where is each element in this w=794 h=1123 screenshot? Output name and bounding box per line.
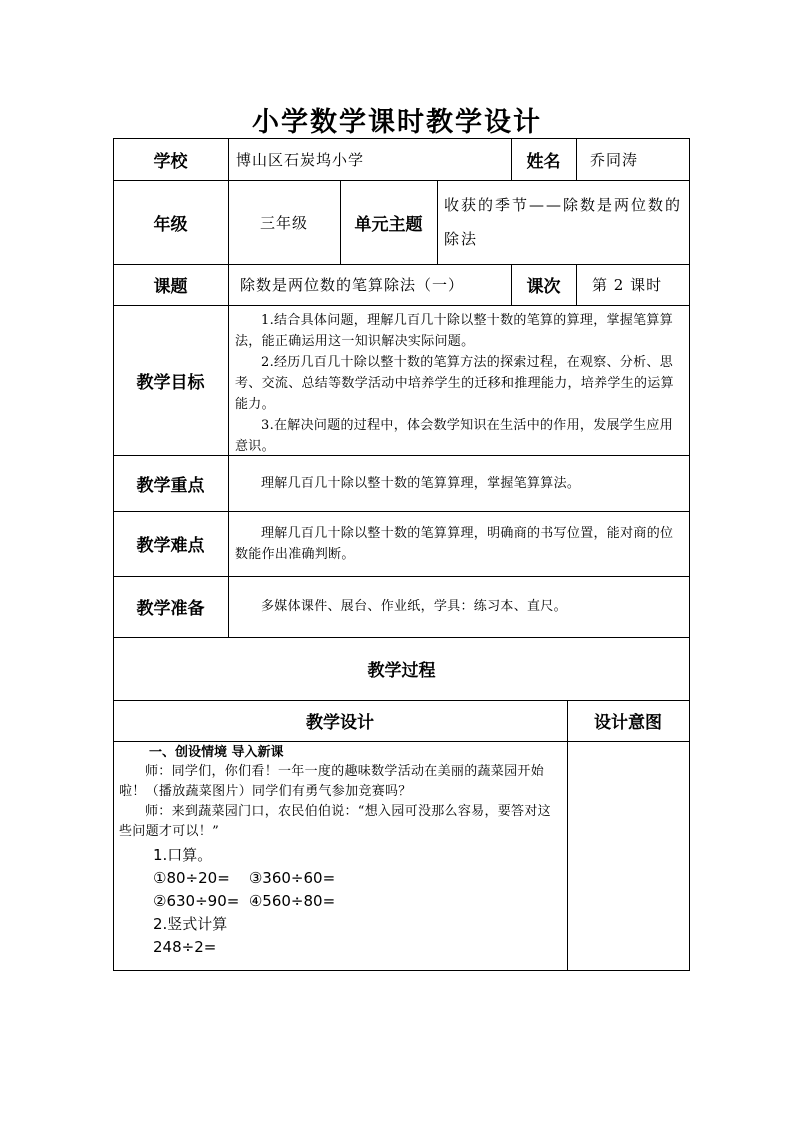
- section-heading: 一、创设情境 导入新课: [149, 745, 284, 760]
- lesson-value: 第 2 课时: [592, 276, 663, 294]
- goal-item: 2.经历几百几十除以整十数的笔算方法的探索过程，在观察、分析、思考、交流、总结等数学活动中培养学生的迁移和推理能力，培养学生的运算能力。: [235, 355, 674, 412]
- key-cell: [235, 455, 685, 511]
- intent-column-header: 设计意图: [594, 713, 662, 733]
- goal-item: 1.结合具体问题，理解几百几十除以整十数的笔算的算理，掌握笔算算法，能正确运用这一知识解决实际问题。: [235, 313, 674, 349]
- difficult-label: 教学难点: [136, 536, 205, 556]
- name-value: 乔同涛: [590, 150, 639, 169]
- intent-content: [568, 742, 689, 970]
- process-title: 教学过程: [367, 661, 436, 681]
- lesson-label: 课次: [526, 277, 561, 297]
- goal-item: 3.在解决问题的过程中，体会数学知识在生活中的作用，发展学生应用意识。: [235, 418, 674, 454]
- goals-label: 教学目标: [136, 372, 205, 393]
- prep-text: 多媒体课件、展台、作业纸，学具：练习本、直尺。: [261, 599, 567, 614]
- design-paragraph: 师：同学们，你们看！一年一度的趣味数学活动在美丽的蔬菜园开始啦！（播放蔬菜图片）同学们有勇气参加竞赛吗？: [119, 764, 545, 799]
- school-label: 学校: [153, 151, 188, 172]
- name-label: 姓名: [526, 151, 561, 172]
- design-paragraph: 师：来到蔬菜园门口，农民伯伯说：“想入园可没那么容易，要答对这些问题才可以！”: [119, 804, 551, 839]
- key-label: 教学重点: [136, 475, 205, 496]
- vertical-question: 248÷2=: [153, 938, 217, 956]
- design-column-header: 教学设计: [306, 713, 374, 733]
- goals-list: [235, 310, 685, 452]
- prep-label: 教学准备: [136, 599, 205, 619]
- grade-value: 三年级: [259, 213, 308, 232]
- oral-title: 1.口算。: [153, 846, 213, 864]
- design-content: [119, 744, 563, 968]
- key-text: 理解几百几十除以整十数的笔算算理，掌握笔算算法。: [261, 475, 581, 491]
- prep-cell: [235, 576, 685, 637]
- topic-label: 课题: [153, 277, 188, 297]
- school-value: 博山区石炭坞小学: [236, 150, 365, 169]
- difficult-text: 理解几百几十除以整十数的笔算算理，明确商的书写位置，能对商的位数能作出准确判断。: [235, 525, 674, 562]
- topic-value: 除数是两位数的笔算除法（一）: [240, 276, 465, 294]
- grade-label: 年级: [153, 214, 188, 235]
- unit-value: 收获的季节——除数是两位数的除法: [444, 196, 683, 248]
- unit-label: 单元主题: [354, 214, 423, 235]
- oral-row: ②630÷90= ④560÷80=: [153, 892, 336, 910]
- document-title: 小学数学课时教学设计: [252, 107, 542, 138]
- oral-row: ①80÷20= ③360÷60=: [153, 869, 336, 887]
- difficult-cell: [235, 511, 685, 576]
- vertical-title: 2.竖式计算: [153, 915, 228, 933]
